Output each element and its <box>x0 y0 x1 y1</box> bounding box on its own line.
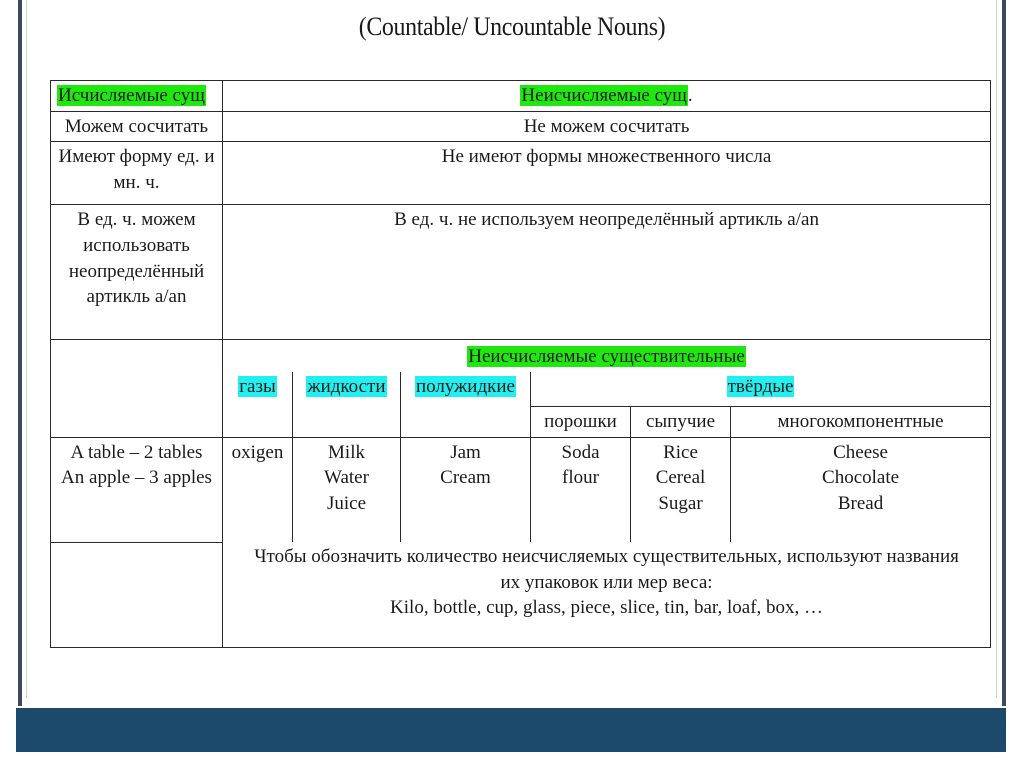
note-line: Чтобы обозначить количество неисчисляемых существительных, используют названия <box>254 546 959 568</box>
note-left-empty <box>51 542 223 647</box>
category-semi-liquids-cell <box>401 372 531 437</box>
category-liquids-cell <box>293 372 401 437</box>
header-row <box>51 81 991 112</box>
list-item: Rice <box>663 441 698 463</box>
list-item: Water <box>324 467 369 489</box>
note-line: Kilo, bottle, cup, glass, piece, slice, tin, bar, loaf, box, … <box>390 597 824 619</box>
footer-band <box>16 708 1006 752</box>
category-semi-liquids: полужидкие <box>416 375 515 397</box>
examples-row <box>51 437 991 542</box>
category-gases-cell <box>223 372 293 437</box>
header-uncountable-suffix: . <box>687 85 693 106</box>
table-row <box>51 142 991 205</box>
examples-powders-cell <box>531 437 631 542</box>
row-countable-cell: В ед. ч. можем использовать неопределённый артикль a/an <box>51 205 223 340</box>
nouns-table <box>50 80 991 648</box>
subcategory-multicomponent: многокомпонентные <box>731 406 991 437</box>
header-uncountable: Неисчисляемые сущ <box>521 85 687 106</box>
categories-title-cell <box>223 340 991 372</box>
list-item: Cereal <box>655 467 706 489</box>
subcategory-powders: порошки <box>531 406 631 437</box>
table-row <box>51 205 991 340</box>
category-liquids: жидкости <box>307 375 386 397</box>
slide-left-edge <box>18 0 22 706</box>
header-countable-cell <box>51 81 223 112</box>
note-cell <box>223 542 991 647</box>
list-item: Cream <box>440 467 491 489</box>
row-countable-cell: Имеют форму ед. и мн. ч. <box>51 142 223 205</box>
row-uncountable-cell: Не имеют формы множественного числа <box>223 142 991 205</box>
slide-frame-line-right <box>996 0 997 698</box>
examples-semi-liquids-cell <box>401 437 531 542</box>
note-row <box>51 542 991 647</box>
header-countable: Исчисляемые сущ <box>58 85 205 106</box>
slide-right-edge <box>1002 0 1006 706</box>
examples-liquids-cell <box>293 437 401 542</box>
category-gases: газы <box>239 375 276 397</box>
category-solids: твёрдые <box>727 375 794 397</box>
list-item: Cheese <box>833 441 888 463</box>
row-uncountable-cell: В ед. ч. не используем неопределённый артикль a/an <box>223 205 991 340</box>
list-item: A table – 2 tables <box>70 441 203 463</box>
list-item: An apple – 3 apples <box>61 467 212 489</box>
categories-left-empty <box>51 340 223 437</box>
list-item: oxigen <box>231 441 284 463</box>
examples-countable-cell <box>51 437 223 542</box>
page-title: (Countable/ Uncountable Nouns) <box>358 12 666 41</box>
examples-bulk-cell <box>631 437 731 542</box>
slide-frame-line-left <box>26 0 27 698</box>
note-line: их упаковок или мер веса: <box>500 571 713 593</box>
row-countable-cell: Можем сосчитать <box>51 111 223 142</box>
list-item: Milk <box>328 441 365 463</box>
header-uncountable-cell <box>223 81 991 112</box>
list-item: Jam <box>450 441 481 463</box>
list-item: Bread <box>837 492 884 514</box>
category-solids-cell <box>531 372 991 407</box>
examples-multicomponent-cell <box>731 437 991 542</box>
list-item: Chocolate <box>822 467 900 489</box>
categories-title: Неисчисляемые существительные <box>468 346 745 368</box>
row-uncountable-cell: Не можем сосчитать <box>223 111 991 142</box>
subcategory-bulk: сыпучие <box>631 406 731 437</box>
list-item: Sugar <box>658 492 703 514</box>
examples-gases-cell <box>223 437 293 542</box>
list-item: Juice <box>326 492 367 514</box>
list-item: Soda <box>561 441 600 463</box>
table-row <box>51 111 991 142</box>
list-item: flour <box>562 467 599 489</box>
categories-title-row <box>51 340 991 372</box>
